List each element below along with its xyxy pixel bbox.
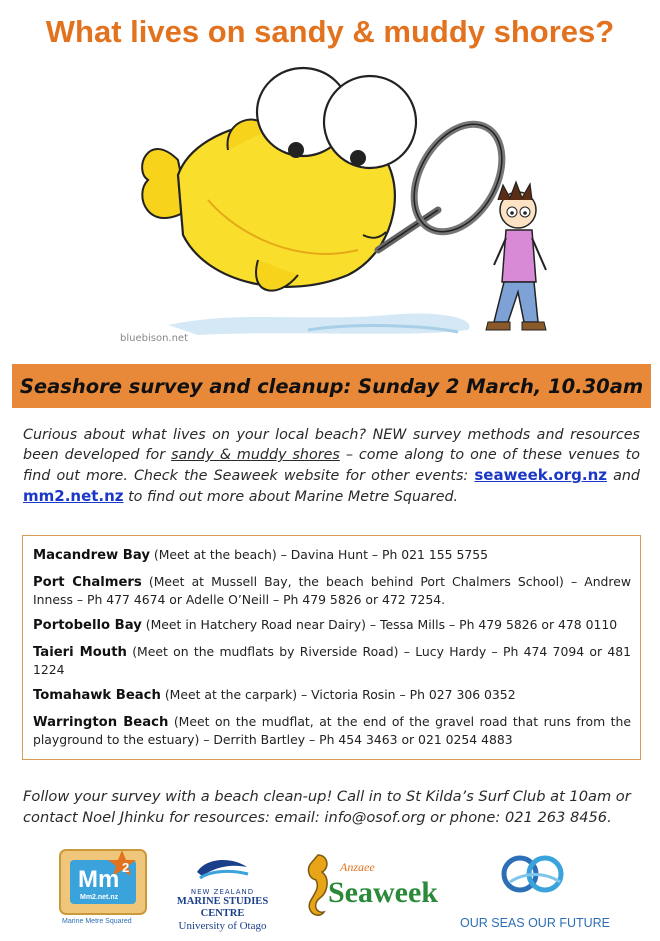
osof-text: OUR SEAS OUR FUTURE xyxy=(460,916,611,930)
intro-text-3: and xyxy=(607,468,640,484)
venue-list xyxy=(22,535,641,760)
our-seas-our-future-logo xyxy=(460,860,610,930)
venue-details: (Meet at Mussell Bay, the beach behind Port Chalmers School) – Andrew Inness – Ph 477 4674 or Adelle O’Neill – Ph 479 5826 or 472 7254. xyxy=(33,573,631,607)
venue-item xyxy=(33,616,631,634)
seaweek-main: Seaweek xyxy=(328,876,438,909)
venue-name: Warrington Beach xyxy=(33,714,169,730)
msc-line3: University of Otago xyxy=(178,920,267,932)
mm2-logo xyxy=(56,846,150,930)
marine-studies-centre-logo xyxy=(160,848,285,932)
venue-details: (Meet on the mudflats by Riverside Road) – Lucy Hardy – Ph 474 7094 or 481 1224 xyxy=(33,643,631,677)
seaweek-link[interactable]: seaweek.org.nz xyxy=(474,466,607,484)
msc-line2: MARINE STUDIES CENTRE xyxy=(176,896,269,919)
venue-details: (Meet at the beach) – Davina Hunt – Ph 021 155 5755 xyxy=(149,547,488,562)
venue-name: Macandrew Bay xyxy=(33,548,150,563)
venue-item xyxy=(33,713,631,748)
venue-name: Taieri Mouth xyxy=(33,644,127,660)
venue-name: Portobello Bay xyxy=(33,618,142,634)
wave-icon xyxy=(192,852,252,884)
venue-item xyxy=(33,546,631,564)
mm2-sup: 2 xyxy=(122,860,130,875)
msc-line1: NEW ZEALAND xyxy=(190,888,255,896)
venue-item xyxy=(33,686,631,704)
event-banner: Seashore survey and cleanup: Sunday 2 March, 10.30am xyxy=(12,364,651,408)
intro-text-1: Curious about what lives on your local beach? NEW survey methods and resources been developed for xyxy=(23,427,640,463)
follow-up-paragraph: Follow your survey with a beach clean-up! Call in to St Kilda’s Surf Club at 10am or contact Noel Jhinku for resources: email: info@osof.org or phone: 021 263 8456. xyxy=(23,788,631,826)
sponsor-logos xyxy=(0,840,660,935)
intro-paragraph xyxy=(23,425,640,507)
fish-with-magnifier-and-boy-illustration xyxy=(108,60,578,360)
venue-item xyxy=(33,573,631,608)
venue-details: (Meet on the mudflat, at the end of the gravel road that runs from the playground to the estuary) – Derrith Bartley – Ph 454 3463 or 021 0254 4883 xyxy=(33,713,631,747)
intro-text-2: – come along to one of these venues to find out more. Check the Seaweek website for other events: xyxy=(23,447,640,484)
venue-details: (Meet in Hatchery Road near Dairy) – Tessa Mills – Ph 479 5826 or 478 0110 xyxy=(141,617,618,633)
seaweek-top: Anzaee xyxy=(340,860,375,874)
intro-text-4: to find out more about Marine Metre Squared. xyxy=(123,489,459,505)
mm2-tagline: Marine Metre Squared xyxy=(62,918,132,925)
venue-name: Tomahawk Beach xyxy=(33,688,161,704)
mm2-link[interactable]: mm2.net.nz xyxy=(23,487,124,505)
ocean-swirl-icon xyxy=(495,852,575,896)
venue-details: (Meet at the carpark) – Victoria Rosin – Ph 027 306 0352 xyxy=(160,687,516,703)
mm2-url: Mm2.net.nz xyxy=(80,894,119,901)
venue-item xyxy=(33,643,631,678)
seaweek-logo xyxy=(298,848,448,928)
illustration-credit: bluebison.net xyxy=(120,333,188,344)
mm2-main: Mm xyxy=(78,866,120,893)
page-title: What lives on sandy & muddy shores? xyxy=(45,14,615,49)
venue-name: Port Chalmers xyxy=(33,574,142,590)
intro-underlined-text: sandy & muddy shores xyxy=(171,447,340,463)
